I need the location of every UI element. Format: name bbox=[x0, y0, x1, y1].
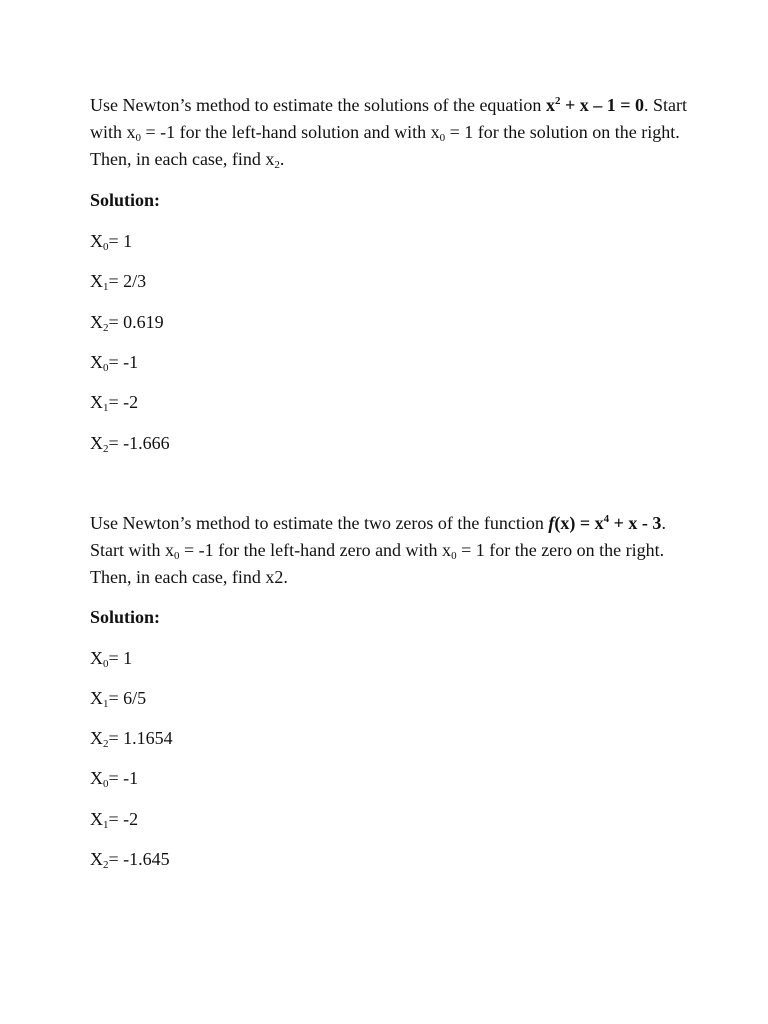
problem-1-statement: Use Newton’s method to estimate the solutions of the equation $x^2 + x - 1 = 0$. Start with $x_0 = -1$ for the left-hand solution and with $x_0 = 1$ for the solution on the right. Then, in each case, find $x_2$. bbox=[90, 95, 687, 171]
problem-2-step: $X_0= 1$ bbox=[90, 648, 133, 670]
problem-2-statement: Use Newton’s method to estimate the two zeros of the function $f(x) = x^4 + x - 3$. Start with $x_0 = -1$ for the left-hand zero and with $x_0 = 1$ for the zero on the right. Then, in each case, find x2. bbox=[90, 513, 666, 587]
problem-2-solution-label: Solution: bbox=[90, 607, 161, 627]
problem-1-step: $X_0= 1$ bbox=[90, 231, 133, 253]
problem-1-text: Use Newton’s method to estimate the solutions of the equation bbox=[90, 95, 546, 115]
problem-2-text: Use Newton’s method to estimate the two zeros of the function bbox=[90, 513, 549, 533]
problem-1-step: $X_0= -1$ bbox=[90, 352, 139, 374]
problem-1-step: $X_2= 0.619$ bbox=[90, 312, 164, 334]
problem-1-step: $X_1= -2$ bbox=[90, 392, 139, 414]
problem-2-equation: $f(x) = x^4 + x - 3$ bbox=[548, 513, 662, 533]
problem-2-step: $X_1= -2$ bbox=[90, 809, 139, 831]
problem-1-solution-label: Solution: bbox=[90, 190, 161, 210]
problem-1-step: $X_2= -1.666$ bbox=[90, 433, 170, 455]
problem-2-step: $X_0= -1$ bbox=[90, 768, 139, 790]
problem-2-step: $X_1= 6/5$ bbox=[90, 688, 147, 710]
problem-1-step: $X_1= 2/3$ bbox=[90, 271, 147, 293]
problem-1-equation: $x^2 + x - 1 = 0$ bbox=[545, 95, 644, 115]
problem-2-step: $X_2= -1.645$ bbox=[90, 849, 170, 871]
problem-2-step: $X_2= 1.1654$ bbox=[90, 728, 173, 750]
